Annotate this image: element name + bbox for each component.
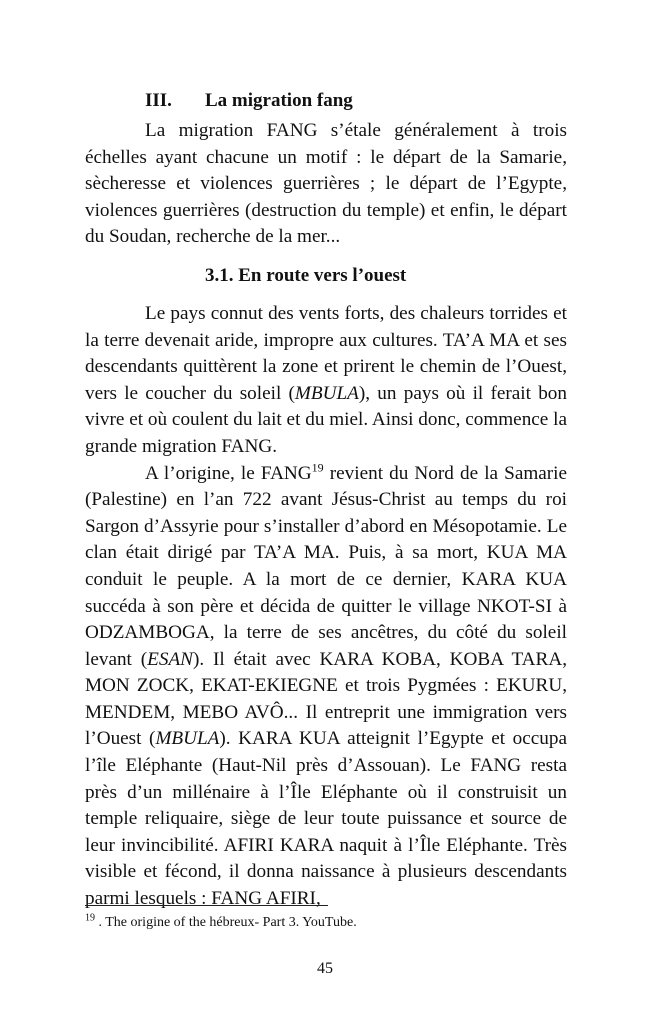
paragraph-2: [85, 301, 567, 461]
subsection-heading: 3.1. En route vers l’ouest: [205, 264, 407, 286]
page-number: 45: [317, 960, 333, 977]
page-body: [85, 88, 567, 913]
footnote-number: 19: [85, 912, 95, 924]
paragraph-3-text-c: ). Il était avec KARA KOBA, KOBA TARA, MON ZOCK, EKAT-EKIEGNE et trois Pygmées : EKURU, MENDEM, MEBO AVÔ... Il entreprit une immigration vers l’Ouest (: [85, 648, 567, 750]
paragraph-3: [85, 461, 567, 913]
paragraph-3-text-b: revient du Nord de la Samarie (Palestine) en l’an 722 avant Jésus-Christ au temps du roi Sargon d’Assyrie pour s’installer d’abord en Mésopotamie. Le clan était dirigé par TA’A MA. Puis, à sa mort, KUA MA conduit le peuple. A la mort de ce dernier, KARA KUA succéda à son père et décida de quitter le village NKOT-SI à ODZAMBOGA, la terre de ses ancêtres, du côté du soleil levant (: [85, 462, 568, 670]
paragraph-2-text-a: Le pays connut des vents forts, des chaleurs torrides et la terre devenait aride, impropre aux cultures. TA’A MA et ses descendants quittèrent la zone et prirent le chemin de l’Ouest, vers le coucher du soleil (: [85, 302, 567, 404]
section-number: III.: [145, 90, 172, 111]
paragraph-3-text-a: A l’origine, le FANG: [145, 462, 312, 484]
footnote-divider: [85, 905, 328, 906]
paragraph-2-emphasis: MBULA: [294, 382, 359, 404]
paragraph-3-emphasis-2: MBULA: [155, 728, 220, 750]
footnote-reference[interactable]: 19: [311, 460, 324, 475]
paragraph-2-text-b: ), un pays où il ferait bon vivre et où coulent du lait et du miel. Ainsi donc, commence la grande migration FANG.: [85, 382, 567, 457]
footnote: [85, 914, 357, 932]
paragraph-1: La migration FANG s’étale généralement à trois échelles ayant chacune un motif : le départ de la Samarie, sècheresse et violences guerrières ; le départ de l’Egypte, violences guerrières (destruction du temple) et enfin, le départ du Soudan, recherche de la mer...: [85, 120, 567, 248]
paragraph-3-emphasis-1: ESAN: [147, 648, 193, 670]
paragraph-3-text-d: ). KARA KUA atteignit l’Egypte et occupa l’île Eléphante (Haut-Nil près d’Assouan). Le FANG resta près d’un millénaire à l’Île Eléphante où il construisit un temple reliquaire, siège de leur toute puissance et source de leur invincibilité. AFIRI KARA naquit à l’Île Eléphante. Très visible et fécond, il donna naissance à plusieurs descendants parmi lesquels : FANG AFIRI,: [85, 728, 567, 910]
footnote-text: . The origine of the hébreux- Part 3. YouTube.: [95, 915, 357, 930]
section-title: La migration fang: [205, 90, 353, 111]
section-heading: [85, 88, 567, 114]
